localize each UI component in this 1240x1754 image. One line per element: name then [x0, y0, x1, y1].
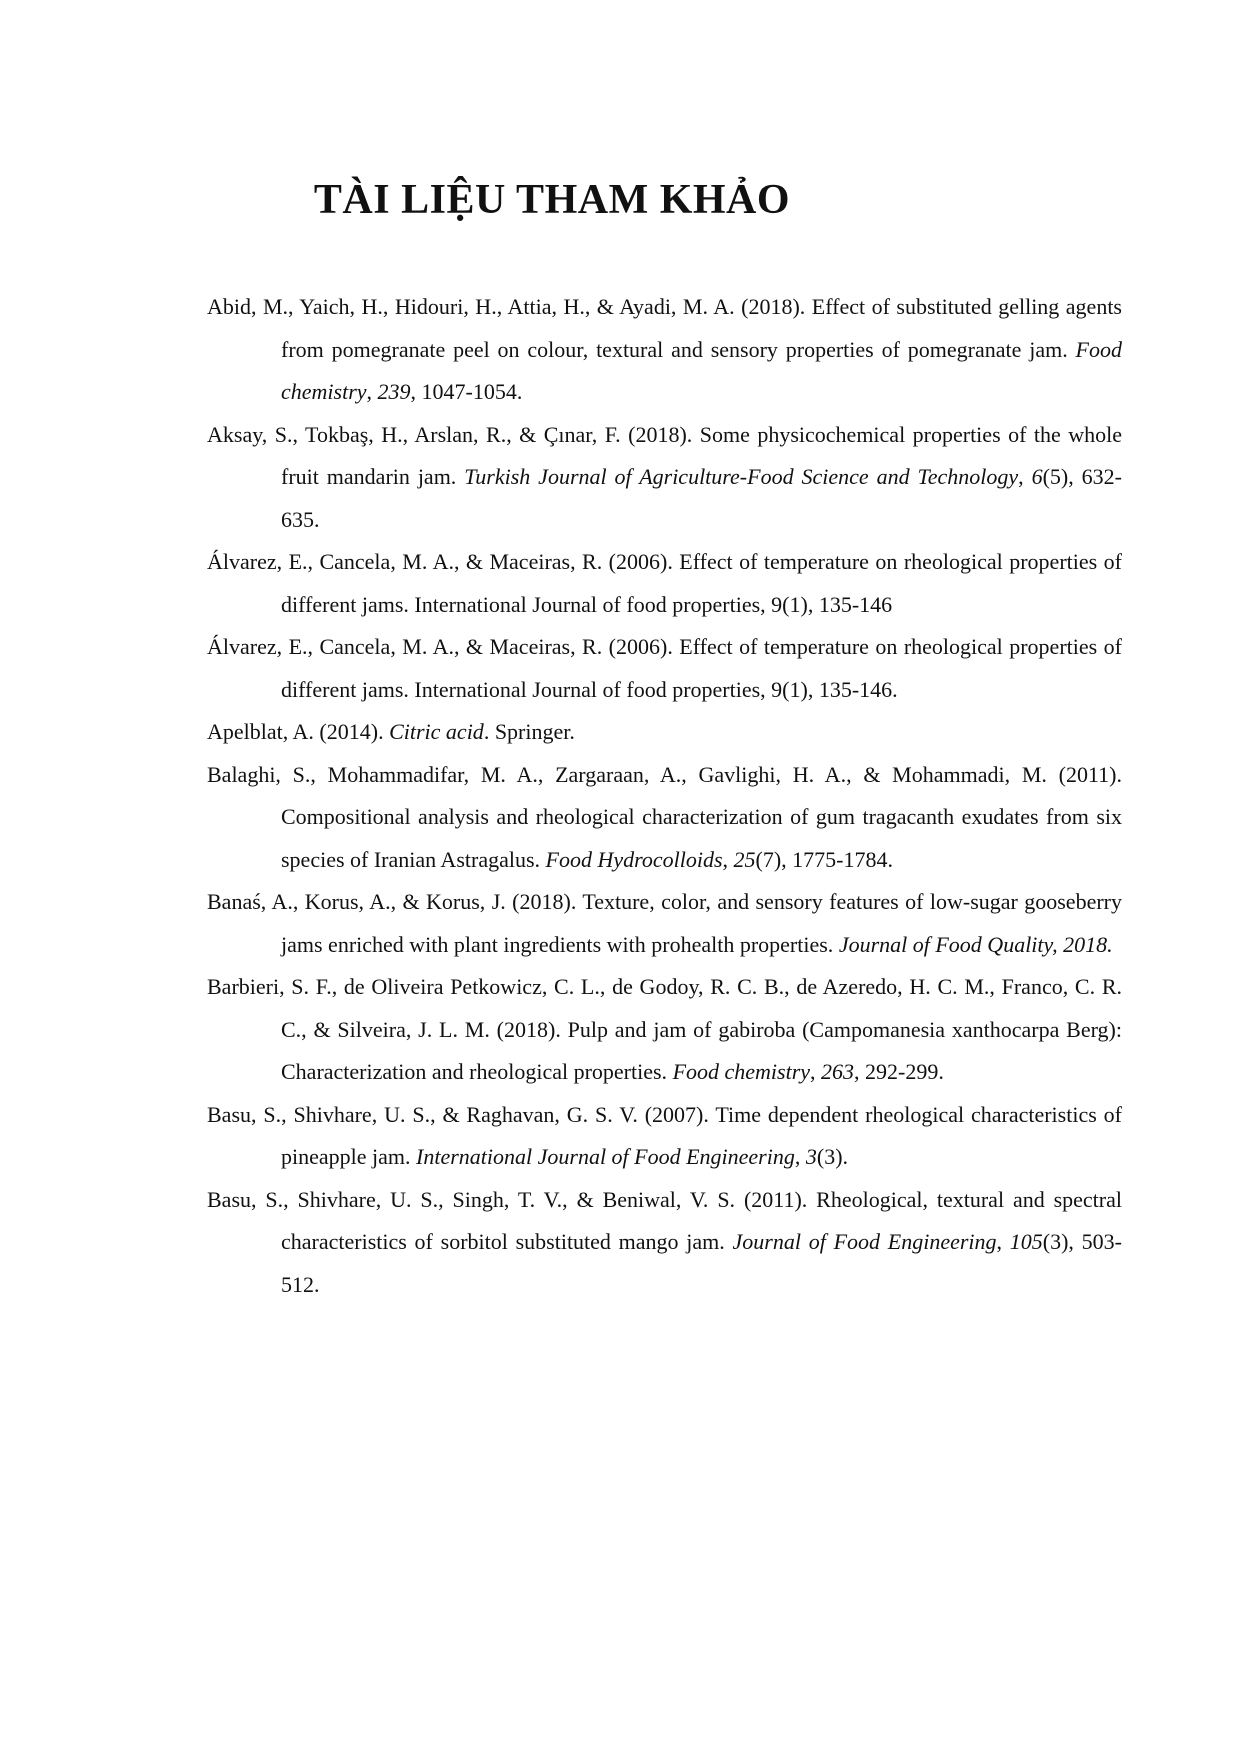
- reference-text: Álvarez, E., Cancela, M. A., & Maceiras, R. (2006). Effect of temperature on rheological properties of different jams. International Journal of food properties, 9(1), 135-146: [207, 549, 1122, 617]
- reference-text: , 292-299.: [854, 1059, 944, 1084]
- reference-volume: 25: [733, 846, 756, 872]
- reference-item: [207, 754, 1122, 882]
- reference-book-title: Citric acid: [389, 719, 484, 744]
- reference-text: ,: [722, 846, 734, 872]
- reference-item: [207, 711, 1122, 754]
- reference-text: (3), 503-512.: [281, 1229, 1123, 1297]
- reference-journal: Turkish Journal of Agriculture-Food Science and Technology: [464, 464, 1019, 489]
- reference-text: Balaghi, S., Mohammadifar, M. A., Zargaraan, A., Gavlighi, H. A., & Mohammadi, M. (2011). Compositional analysis and rheological characterization of gum tragacanth exudates from six species of Iranian Astragalus.: [207, 761, 1122, 872]
- reference-journal: Food chemistry: [281, 336, 1122, 404]
- reference-volume: 3: [805, 1144, 817, 1169]
- reference-text: Basu, S., Shivhare, U. S., Singh, T. V., & Beniwal, V. S. (2011). Rheological, textural and spectral characteristics of sorbitol substituted mango jam.: [207, 1186, 1122, 1254]
- reference-item: [207, 966, 1122, 1094]
- reference-text: ,: [810, 1059, 822, 1084]
- reference-text: , 1047-1054.: [410, 379, 523, 404]
- reference-text: ,: [1052, 931, 1064, 957]
- reference-item: [207, 1179, 1122, 1307]
- reference-text: . Springer.: [483, 719, 575, 744]
- reference-item: [207, 541, 1122, 626]
- reference-text: Apelblat, A. (2014).: [207, 719, 390, 744]
- reference-text: ,: [366, 379, 378, 404]
- reference-text: Aksay, S., Tokbaş, H., Arslan, R., & Çınar, F. (2018). Some physicochemical properties of the whole fruit mandarin jam.: [207, 421, 1122, 489]
- reference-text: .: [1107, 931, 1113, 957]
- page-title: TÀI LIỆU THAM KHẢO: [313, 177, 791, 223]
- reference-text: Banaś, A., Korus, A., & Korus, J. (2018). Texture, color, and sensory features of low-sugar gooseberry jams enriched with plant ingredients with prohealth properties.: [207, 889, 1122, 957]
- reference-volume: 2018: [1063, 931, 1108, 957]
- reference-volume: 6: [1031, 464, 1043, 489]
- reference-text: Barbieri, S. F., de Oliveira Petkowicz, C. L., de Godoy, R. C. B., de Azeredo, H. C. M., Franco, C. R. C., & Silveira, J. L. M. (2018). Pulp and jam of gabiroba (Campomanesia xanthocarpa Berg): Characterization and rheological properties.: [207, 974, 1122, 1084]
- reference-volume: 105: [1009, 1229, 1043, 1254]
- reference-text: ,: [996, 1229, 1010, 1254]
- reference-journal: Food Hydrocolloids: [545, 846, 723, 872]
- reference-item: [207, 1094, 1122, 1179]
- reference-journal: Journal of Food Engineering: [732, 1229, 997, 1254]
- reference-volume: 239: [377, 379, 411, 404]
- reference-text: ,: [794, 1144, 806, 1169]
- reference-text: ,: [1018, 464, 1032, 489]
- reference-volume: 263: [821, 1059, 855, 1084]
- reference-item: [207, 626, 1122, 711]
- reference-text: Basu, S., Shivhare, U. S., & Raghavan, G. S. V. (2007). Time dependent rheological characteristics of pineapple jam.: [207, 1101, 1122, 1169]
- reference-item: [207, 414, 1122, 542]
- reference-journal: Food chemistry: [672, 1059, 811, 1084]
- reference-text: (7), 1775-1784.: [755, 846, 894, 872]
- reference-item: [207, 881, 1122, 966]
- reference-text: Abid, M., Yaich, H., Hidouri, H., Attia, H., & Ayadi, M. A. (2018). Effect of substituted gelling agents from pomegranate peel on colour, textural and sensory properties of pomegranate jam.: [207, 294, 1122, 362]
- reference-item: [207, 286, 1122, 414]
- reference-text: Álvarez, E., Cancela, M. A., & Maceiras, R. (2006). Effect of temperature on rheological properties of different jams. International Journal of food properties, 9(1), 135-146.: [207, 634, 1122, 702]
- reference-journal: International Journal of Food Engineering: [416, 1144, 795, 1169]
- reference-text: (3).: [816, 1144, 849, 1169]
- reference-text: (5), 632-635.: [281, 464, 1123, 532]
- reference-journal: Journal of Food Quality: [838, 931, 1053, 957]
- reference-list: [207, 286, 1122, 1306]
